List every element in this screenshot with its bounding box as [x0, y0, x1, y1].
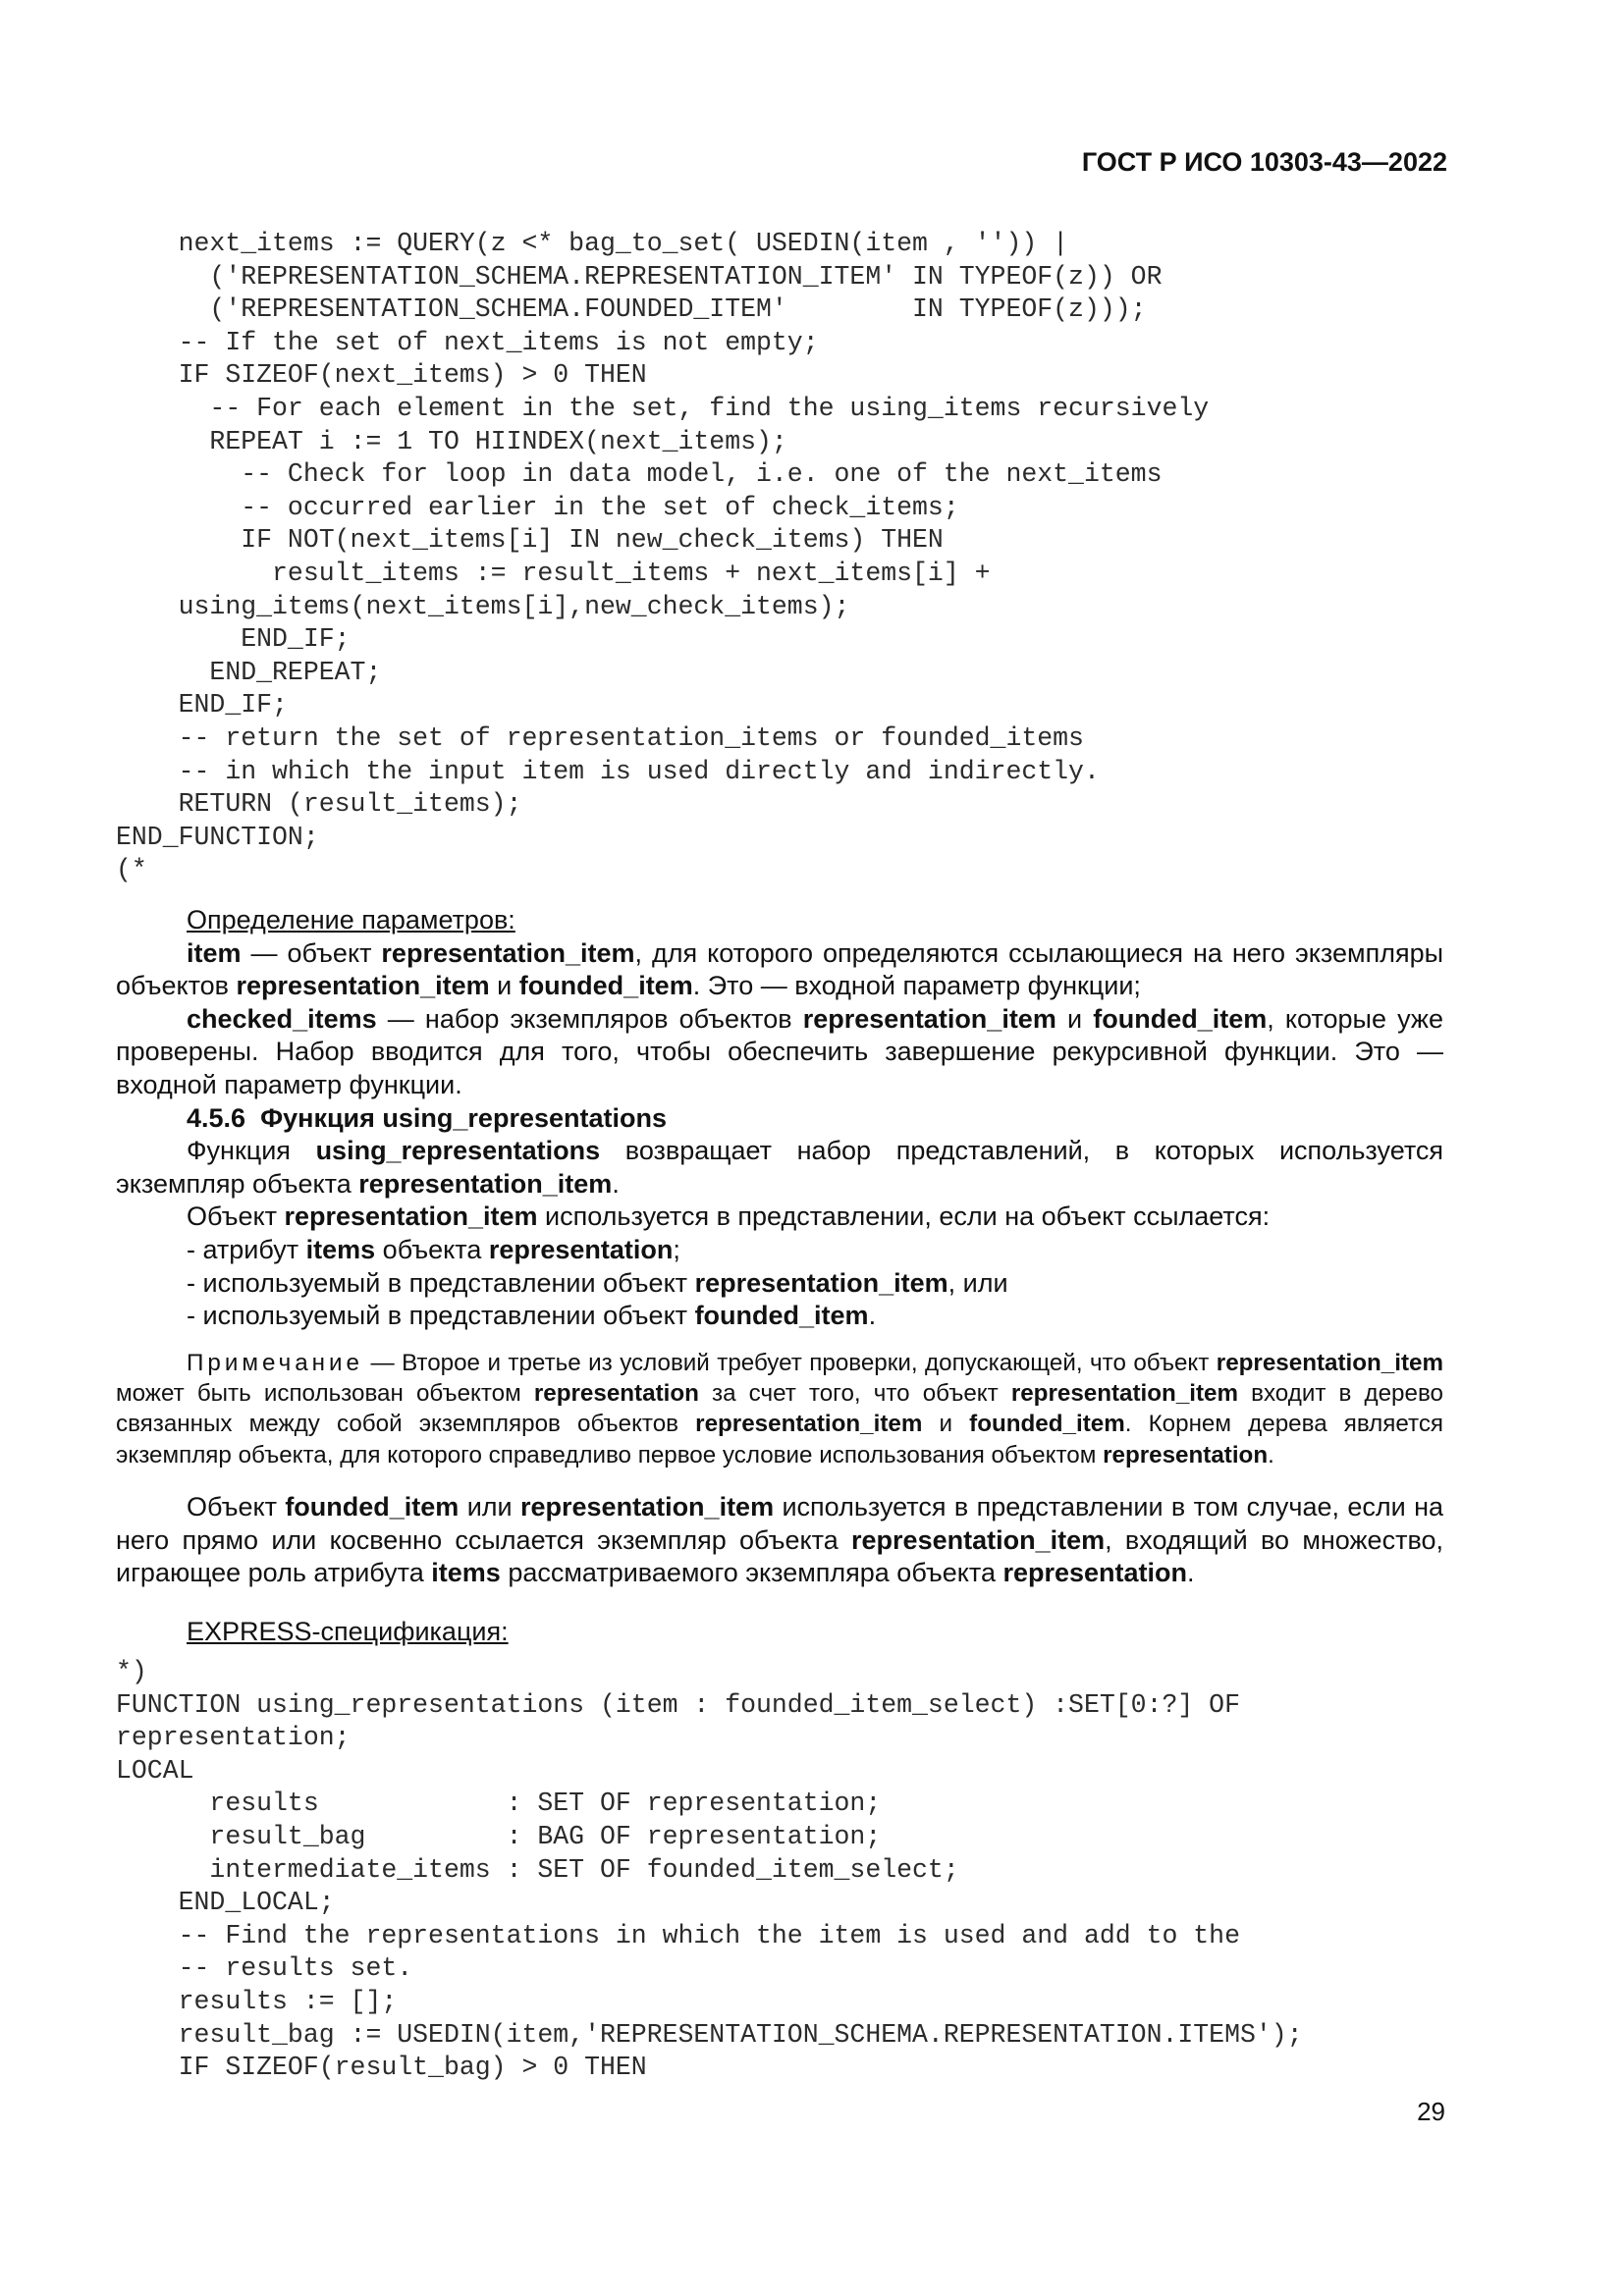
param-checked-items: checked_items — набор экземпляров объектов representation_item и founded_item, которые уже проверены. Набор вводится для того, чтобы обеспечить завершение рекурсивной функции. Это — входной параметр функции. — [116, 1003, 1443, 1099]
express-label-block — [116, 1616, 1443, 1649]
page-number: 29 — [1417, 2097, 1445, 2126]
function-intro: Функция using_representations возвращает набор представлений, в которых используется экземпляр объекта representation_item. — [116, 1136, 1443, 1199]
usage-paragraph: Объект founded_item или representation_item используется в представлении в том случае, если на него прямо или косвенно ссылается экземпляр объекта representation_item, входящий во множество, играющее роль атрибута items рассматриваемого экземпляра объекта representation. — [116, 1492, 1444, 1588]
parameters-section — [116, 904, 1443, 1333]
note-block — [116, 1348, 1443, 1470]
note-label: Примечание — [187, 1350, 363, 1376]
usage-paragraph-block — [116, 1491, 1443, 1590]
param-item: item — объект representation_item, для которого определяются ссылающиеся на него экземпляры объектов representation_item и founded_item. Это — входной параметр функции; — [116, 937, 1443, 1001]
express-specification-label: EXPRESS-спецификация: — [187, 1617, 509, 1646]
express-code-block-top: next_items := QUERY(z <* bag_to_set( USEDIN(item , '')) | ('REPRESENTATION_SCHEMA.REPRESENTATION_ITEM' IN TYPEOF(z)) OR ('REPRESENTATION_SCHEMA.FOUNDED_ITEM' IN TYPEOF(z))); -- If the set of next_items is not empty; IF SIZEOF(next_items) > 0 THEN -- For each element in the set, find the using_items recursively REPEAT i := 1 TO HIINDEX(next_items); -- Check for loop in data model, i.e. one of the next_items -- occurred earlier in the set of check_items; IF NOT(next_items[i] IN new_check_items) THEN result_items := result_items + next_items[i] + using_items(next_items[i],new_check_items); END_IF; END_REPEAT; END_IF; -- return the set of representation_items or founded_items -- in which the input item is used directly and indirectly. RETURN (result_items); END_FUNCTION; (* — [116, 229, 1210, 885]
parameters-label: Определение параметров: — [187, 905, 515, 934]
list-item: - используемый в представлении объект representation_item, или — [187, 1267, 1008, 1298]
express-code-block-bottom: *) FUNCTION using_representations (item : founded_item_select) :SET[0:?] OF representation; LOCAL results : SET OF representation; result_bag : BAG OF representation; intermediate_items : SET OF founded_item_select; END_LOCAL; -- Find the representations in which the item is used and add to the -- results set. results := []; result_bag := USEDIN(item,'REPRESENTATION_SCHEMA.REPRESENTATION.ITEMS'); IF SIZEOF(result_bag) > 0 THEN — [116, 1657, 1303, 2083]
note: Примечание — Второе и третье из условий требует проверки, допускающей, что объект representation_item может быть использован объектом representation за счет того, что объект representation_item входит в дерево связанных между собой экземпляров объектов representation_item и founded_item. Корнем дерева является экземпляр объекта, для которого справедливо первое условие использования объектом representation. — [116, 1350, 1444, 1468]
usage-condition: Объект representation_item используется в представлении, если на объект ссылается: — [187, 1201, 1271, 1232]
list-item: - атрибут items объекта representation; — [187, 1234, 680, 1264]
document-header: ГОСТ Р ИСО 10303-43—2022 — [1081, 147, 1447, 177]
section-heading: 4.5.6 Функция using_representations — [187, 1102, 667, 1133]
list-item: - используемый в представлении объект founded_item. — [187, 1301, 877, 1331]
